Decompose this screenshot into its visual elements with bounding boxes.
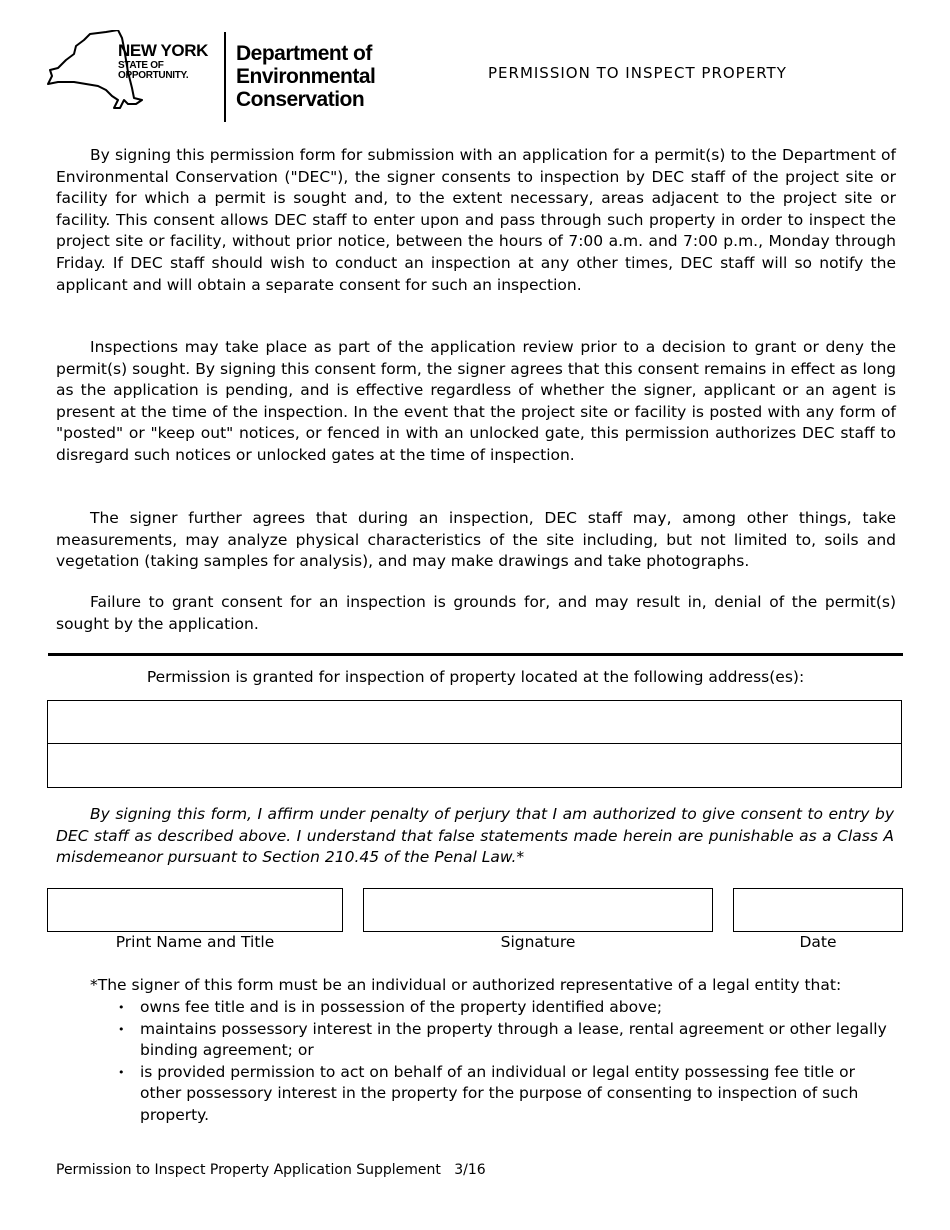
dept-name-line3: Conservation — [236, 88, 365, 111]
signer-requirements-list — [118, 997, 898, 1127]
logo-divider — [224, 32, 226, 122]
ny-wordmark-line3: OPPORTUNITY. — [118, 70, 189, 81]
nysdec-logo — [46, 30, 406, 125]
signature-field[interactable] — [363, 888, 713, 932]
print-name-label: Print Name and Title — [115, 933, 275, 951]
dept-name-line1: Department of — [236, 42, 372, 65]
page-footer: Permission to Inspect Property Application Supplement 3/16 — [56, 1162, 486, 1178]
address-field-1[interactable] — [47, 700, 902, 744]
list-item — [118, 1062, 898, 1127]
department-name — [236, 42, 375, 111]
address-prompt: Permission is granted for inspection of property located at the following address(es): — [146, 668, 805, 686]
dept-name-line2: Environmental — [236, 65, 376, 88]
paragraph-failure: Failure to grant consent for an inspection is grounds for, and may result in, denial of the permit(s) sought by the application. — [56, 593, 896, 633]
date-field[interactable] — [733, 888, 903, 932]
section-divider — [48, 653, 903, 656]
list-item — [118, 997, 898, 1019]
address-field-2[interactable] — [47, 743, 902, 788]
affirmation-statement: By signing this form, I affirm under penalty of perjury that I am authorized to give consent to entry by DEC staff as described above. I understand that false statements made herein are punishable as a Class A misdemeanor pursuant to Section 210.45 of the Penal Law.* — [56, 805, 894, 867]
print-name-field[interactable] — [47, 888, 343, 932]
date-label: Date — [799, 933, 837, 951]
ny-wordmark-line2: STATE OF — [118, 60, 164, 71]
list-item-text: is provided permission to act on behalf of an individual or legal entity possessing fee title or other possessory interest in the property for the purpose of consenting to inspection of such property. — [140, 1062, 859, 1124]
signature-label: Signature — [500, 933, 576, 951]
paragraph-activities: The signer further agrees that during an inspection, DEC staff may, among other things, take measurements, may analyze physical characteristics of the site including, but not limited to, soils and vegetation (taking samples for analysis), and may make drawings and take photographs. — [56, 509, 896, 571]
signer-requirements-intro: *The signer of this form must be an individual or authorized representative of a legal entity that: — [90, 976, 842, 994]
paragraph-inspections: Inspections may take place as part of the application review prior to a decision to grant or deny the permit(s) sought. By signing this consent form, the signer agrees that this consent remains in effect as long as the application is pending, and is effective regardless of whether the signer, applicant or an agent is present at the time of the inspection. In the event that the project site or facility is posted with any form of "posted" or "keep out" notices, or fenced in with an unlocked gate, this permission authorizes DEC staff to disregard such notices or unlocked gates at the time of inspection. — [56, 338, 896, 464]
ny-wordmark-line1: NEW YORK — [118, 41, 208, 60]
bullet-icon: • — [118, 1022, 125, 1036]
paragraph-consent: By signing this permission form for submission with an application for a permit(s) to the Department of Environmental Conservation ("DEC"), the signer consents to inspection by DEC staff of the project site or facility for which a permit is sought and, to the extent necessary, areas adjacent to the project site or facility. This consent allows DEC staff to enter upon and pass through such property in order to inspect the project site or facility, without prior notice, between the hours of 7:00 a.m. and 7:00 p.m., Monday through Friday. If DEC staff should wish to conduct an inspection at any other times, DEC staff will so notify the applicant and will obtain a separate consent for such an inspection. — [56, 146, 896, 294]
bullet-icon: • — [118, 1001, 125, 1014]
list-item — [118, 1019, 898, 1062]
list-item-text: owns fee title and is in possession of the property identified above; — [140, 998, 663, 1016]
bullet-icon: • — [118, 1065, 125, 1079]
form-title: PERMISSION TO INSPECT PROPERTY — [488, 64, 787, 82]
list-item-text: maintains possessory interest in the property through a lease, rental agreement or other legally binding agreement; or — [140, 1019, 887, 1060]
new-york-wordmark — [118, 42, 208, 81]
